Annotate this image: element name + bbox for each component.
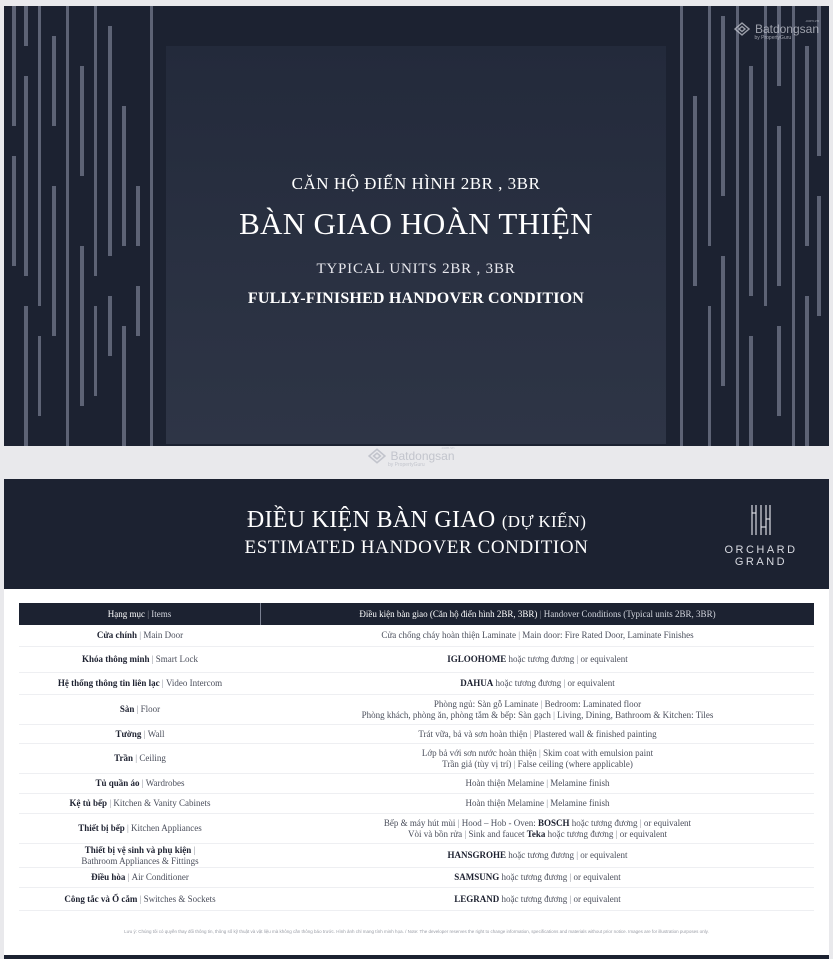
table-row: [19, 744, 814, 774]
condition-vi: hoặc tương đương: [508, 850, 574, 860]
item-vi: Thiết bị bếp: [78, 823, 125, 833]
footnote: Lưu ý: Chúng tôi có quyền thay đổi thông tin, thông số kỹ thuật và vật liệu mà không cần thông báo trước. Hình ảnh chỉ mang tính minh họa. / Note: The developer reserves the right to change information, specifications and materials without prior notice. Images are for illustration purposes only.: [124, 929, 709, 934]
item-cell: Trần | Ceiling: [114, 753, 166, 763]
column-header-conditions: Điều kiện bàn giao (Căn hộ điển hình 2BR, 3BR) | Handover Conditions (Typical units 2BR, 3BR): [359, 609, 716, 619]
condition-en: Melamine finish: [550, 778, 610, 788]
item-en: Kitchen Appliances: [131, 823, 202, 833]
condition-cell: [261, 630, 814, 641]
table-row: [19, 844, 814, 868]
condition-vi: Trần giả (tùy vị trí): [442, 758, 512, 769]
table-row: [19, 868, 814, 888]
condition-en: Bedroom: Laminated floor: [544, 698, 642, 709]
condition-en: False ceiling (where applicable): [517, 758, 633, 769]
condition-en: Sink and faucet: [468, 828, 525, 839]
item-vi: Cửa chính: [96, 630, 138, 640]
item-vi: Khóa thông minh: [81, 654, 150, 664]
condition-line: IGLOOHOME hoặc tương đương | or equivalent: [447, 654, 628, 664]
hero-line-1: CĂN HỘ ĐIỂN HÌNH 2BR , 3BR: [291, 174, 541, 193]
condition-vi: Phòng khách, phòng ăn, phòng tắm & bếp: Sàn gạch: [361, 709, 551, 720]
bottom-strip: [4, 955, 829, 959]
hero-panel: [4, 6, 829, 446]
item-vi: Hệ thống thông tin liên lạc: [57, 678, 160, 688]
condition-line: Vòi và bồn rửa | Sink and faucet Teka hoặc tương đương | or equivalent: [408, 828, 667, 839]
condition-cell: [261, 894, 814, 905]
brand-name: IGLOOHOME: [447, 654, 507, 664]
condition-line: Lớp bả với sơn nước hoàn thiện | Skim coat with emulsion paint: [421, 747, 654, 758]
condition-en: or equivalent: [580, 654, 628, 664]
condition-vi: Hoàn thiện Melamine: [465, 778, 544, 788]
item-vi: Kệ tủ bếp: [69, 798, 108, 808]
condition-line: SAMSUNG hoặc tương đương | or equivalent: [454, 872, 621, 882]
condition-line: Hoàn thiện Melamine | Melamine finish: [465, 798, 610, 808]
item-en: Bathroom Appliances & Fittings: [81, 855, 199, 866]
item-cell: Sàn | Floor: [119, 704, 161, 714]
condition-vi: hoặc tương đương: [508, 654, 575, 664]
item-en: Ceiling: [139, 753, 166, 763]
condition-vi-2: hoặc tương đương: [547, 828, 614, 839]
condition-cell: [261, 872, 814, 883]
item-en: Wall: [147, 728, 165, 739]
condition-vi: Vòi và bồn rửa: [408, 828, 463, 839]
condition-cell: [261, 778, 814, 789]
table-row: [19, 695, 814, 725]
condition-en: Skim coat with emulsion paint: [543, 747, 654, 758]
condition-vi: hoặc tương đương: [501, 893, 568, 904]
hero-line-3: TYPICAL UNITS 2BR , 3BR: [316, 261, 516, 277]
condition-vi: hoặc tương đương: [501, 872, 568, 882]
condition-en: Melamine finish: [550, 798, 610, 808]
condition-cell: [261, 654, 814, 665]
item-cell: Hệ thống thông tin liên lạc | Video Intercom: [57, 678, 223, 688]
item-cell: Công tắc và Ổ cắm | Switches & Sockets: [64, 893, 216, 904]
condition-en: Plastered wall & finished painting: [533, 728, 657, 739]
condition-vi-2: hoặc tương đương: [571, 817, 638, 828]
table-row: [19, 673, 814, 695]
item-vi: Tường: [115, 728, 142, 739]
item-cell: Cửa chính | Main Door: [96, 630, 184, 640]
item-en: Switches & Sockets: [143, 893, 216, 904]
decorative-stripes-right: [669, 6, 829, 446]
condition-vi: Lớp bả với sơn nước hoàn thiện: [421, 747, 537, 758]
item-cell: Thiết bị bếp | Kitchen Appliances: [78, 823, 202, 833]
orchard-grand-logo: ORCHARD GRAND: [716, 503, 806, 568]
condition-line: Hoàn thiện Melamine | Melamine finish: [465, 778, 610, 788]
condition-en: or equivalent: [573, 893, 621, 904]
logo-mark-icon: [748, 503, 774, 537]
condition-vi: Bếp & máy hút mùi: [383, 817, 456, 828]
condition-en: or equivalent: [619, 828, 667, 839]
condition-line: LEGRAND hoặc tương đương | or equivalent: [454, 893, 621, 904]
item-en: Video Intercom: [165, 678, 223, 688]
handover-header: [4, 479, 829, 589]
handover-title: ĐIỀU KIỆN BÀN GIAO (DỰ KIẾN): [246, 507, 587, 533]
condition-line: Trát vữa, bả và sơn hoàn thiện | Plastered wall & finished painting: [418, 728, 657, 739]
table-body: [19, 625, 814, 911]
condition-line: Bếp & máy hút mùi | Hood – Hob - Oven: BOSCH hoặc tương đương | or equivalent: [383, 817, 692, 828]
handover-table: [19, 603, 814, 911]
item-vi: Thiết bị vệ sinh và phụ kiện: [84, 844, 192, 855]
condition-cell: [261, 699, 814, 721]
table-row: [19, 625, 814, 647]
condition-cell: [261, 798, 814, 809]
item-vi: Sàn: [119, 704, 135, 714]
item-vi: Công tắc và Ổ cắm: [64, 893, 138, 904]
brand-name: SAMSUNG: [454, 872, 500, 882]
hero-text-box: [166, 46, 666, 444]
brand-name: LEGRAND: [454, 893, 500, 904]
hero-title: BÀN GIAO HOÀN THIỆN: [239, 206, 593, 241]
condition-en: Hood – Hob - Oven:: [461, 817, 536, 828]
table-header: [19, 603, 814, 625]
condition-line: Phòng khách, phòng ăn, phòng tắm & bếp: Sàn gạch | Living, Dining, Bathroom & Kitchen: Tiles: [361, 709, 714, 720]
condition-line: Phòng ngủ: Sàn gỗ Laminate | Bedroom: Laminated floor: [433, 698, 642, 709]
brand-name: Teka: [526, 828, 546, 839]
watermark-top: .com.vn Batdongsan by PropertyGuru: [734, 20, 819, 41]
condition-line: Trần giả (tùy vị trí) | False ceiling (where applicable): [442, 758, 633, 769]
condition-en: Main door: Fire Rated Door, Laminate Finishes: [522, 630, 694, 640]
condition-line: HANSGROHE hoặc tương đương | or equivalent: [447, 850, 628, 860]
condition-cell: [261, 818, 814, 840]
house-logo-icon: [734, 22, 750, 36]
brand-name: DAHUA: [460, 678, 494, 688]
condition-en: or equivalent: [580, 850, 628, 860]
brand-name: HANSGROHE: [447, 850, 506, 860]
item-en: Wardrobes: [145, 778, 185, 788]
condition-cell: [261, 850, 814, 861]
condition-line: DAHUA hoặc tương đương | or equivalent: [460, 678, 615, 688]
condition-en: or equivalent: [643, 817, 692, 828]
table-row: [19, 725, 814, 744]
item-cell: Tủ quần áo | Wardrobes: [95, 778, 185, 788]
condition-vi: Phòng ngủ: Sàn gỗ Laminate: [433, 698, 539, 709]
item-vi: Trần: [114, 753, 134, 763]
table-row: [19, 774, 814, 794]
condition-cell: [261, 748, 814, 770]
condition-cell: [261, 678, 814, 689]
handover-subtitle: ESTIMATED HANDOVER CONDITION: [244, 537, 589, 558]
watermark-middle: .com.vn Batdongsan by PropertyGuru: [368, 447, 455, 468]
table-row: [19, 814, 814, 844]
item-en: Air Conditioner: [131, 872, 189, 882]
condition-en: Living, Dining, Bathroom & Kitchen: Tiles: [557, 709, 714, 720]
condition-vi: Hoàn thiện Melamine: [465, 798, 544, 808]
item-cell: Kệ tủ bếp | Kitchen & Vanity Cabinets: [69, 798, 211, 808]
condition-en: or equivalent: [567, 678, 615, 688]
hero-line-4: FULLY-FINISHED HANDOVER CONDITION: [247, 290, 585, 307]
item-en: Main Door: [143, 630, 184, 640]
condition-vi: Trát vữa, bả và sơn hoàn thiện: [418, 728, 528, 739]
brand-name: BOSCH: [537, 817, 570, 828]
item-vi: Tủ quần áo: [95, 778, 140, 788]
condition-line: Cửa chống cháy hoàn thiện Laminate | Main door: Fire Rated Door, Laminate Finishes: [381, 630, 694, 640]
decorative-stripes-left: [4, 6, 164, 446]
condition-vi: Cửa chống cháy hoàn thiện Laminate: [381, 630, 516, 640]
table-row: [19, 647, 814, 673]
item-en: Kitchen & Vanity Cabinets: [113, 798, 211, 808]
house-logo-icon: [368, 448, 386, 464]
column-header-items: Hạng mục | Items: [19, 603, 261, 625]
item-en: Floor: [140, 704, 161, 714]
item-cell: Tường | Wall: [115, 728, 165, 739]
item-cell: Thiết bị vệ sinh và phụ kiện | Bathroom Appliances & Fittings: [81, 844, 199, 866]
item-cell: Điều hòa | Air Conditioner: [91, 872, 189, 882]
handover-panel: [4, 479, 829, 959]
table-row: [19, 888, 814, 911]
condition-en: or equivalent: [573, 872, 621, 882]
condition-vi: hoặc tương đương: [495, 678, 562, 688]
table-row: [19, 794, 814, 814]
item-en: Smart Lock: [155, 654, 199, 664]
item-vi: Điều hòa: [91, 872, 126, 882]
condition-cell: [261, 729, 814, 740]
item-cell: Khóa thông minh | Smart Lock: [81, 654, 199, 664]
